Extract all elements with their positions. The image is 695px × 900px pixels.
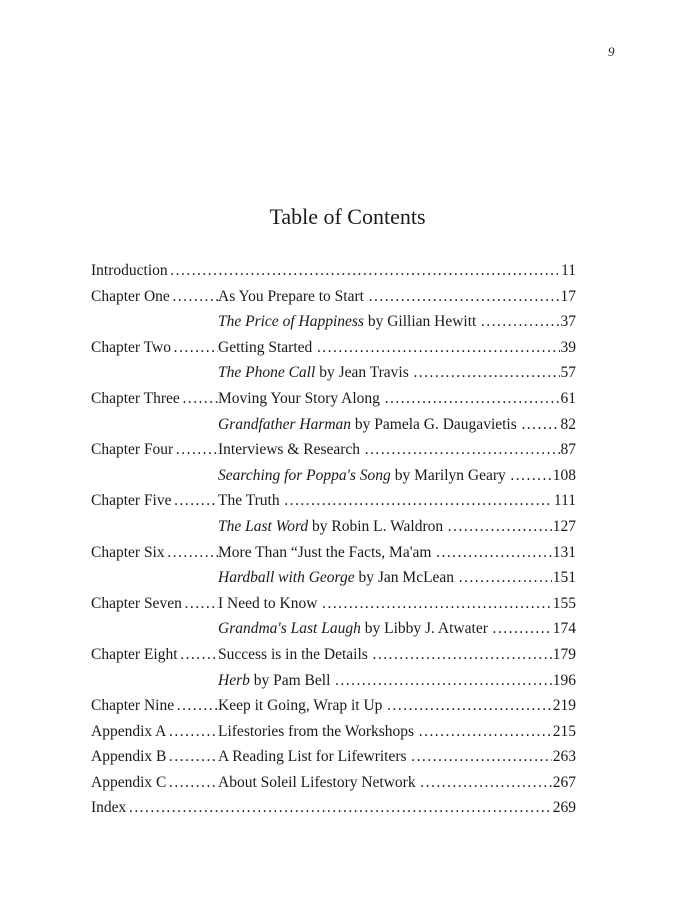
toc-page-number: 131 xyxy=(552,540,576,566)
toc-entry xyxy=(91,360,576,386)
toc-page-number: 57 xyxy=(560,360,577,386)
toc-entry-title xyxy=(218,386,576,412)
toc-page-number: 127 xyxy=(552,514,576,540)
toc-page-number: 17 xyxy=(560,284,577,310)
toc-entry xyxy=(91,284,576,310)
chapter-title: Lifestories from the Workshops xyxy=(218,722,415,740)
toc-page-number: 111 xyxy=(553,488,576,514)
toc-entry-label: Introduction xyxy=(91,262,168,279)
toc-page-number: 219 xyxy=(552,693,576,719)
toc-leader xyxy=(91,693,219,719)
toc-entry-title xyxy=(218,284,576,310)
toc-entry xyxy=(91,437,576,463)
toc-entry-label: Chapter Three xyxy=(91,389,180,407)
chapter-title: As You Prepare to Start xyxy=(218,287,364,305)
toc-entry xyxy=(91,795,576,821)
chapter-title: Keep it Going, Wrap it Up xyxy=(218,697,383,715)
chapter-title: A Reading List for Lifewriters xyxy=(218,748,407,766)
story-title: Searching for Poppa's Song xyxy=(218,466,391,484)
toc-leader xyxy=(91,770,219,796)
toc-leader xyxy=(91,719,219,745)
toc-entry xyxy=(91,258,576,284)
toc-page-number: 11 xyxy=(558,258,576,284)
story-author: by Robin L. Waldron xyxy=(308,517,444,535)
story-title: Herb xyxy=(218,671,250,689)
toc-entry-title xyxy=(218,437,576,463)
toc-entry-title xyxy=(218,616,576,642)
story-title: Grandfather Harman xyxy=(218,415,352,433)
toc-entry-label: Chapter Four xyxy=(91,441,174,459)
toc-entry xyxy=(91,386,576,412)
story-author: by Marilyn Geary xyxy=(390,466,506,484)
toc-entry xyxy=(91,488,576,514)
chapter-title: About Soleil Lifestory Network xyxy=(218,773,416,791)
toc-entry-label: Appendix C xyxy=(91,773,167,791)
toc-entry-label: Chapter Five xyxy=(91,492,172,510)
toc-entry-title xyxy=(218,412,576,438)
toc-entry-title xyxy=(218,565,576,591)
toc-entry xyxy=(91,770,576,796)
toc-page-number: 39 xyxy=(560,335,577,361)
toc-entry-title xyxy=(218,309,576,335)
story-author: by Pam Bell xyxy=(249,671,331,689)
toc-entry xyxy=(91,514,576,540)
toc-entry-label: Appendix A xyxy=(91,722,167,740)
toc-leader xyxy=(91,540,219,566)
chapter-title: The Truth xyxy=(218,492,280,510)
toc-entry-title xyxy=(218,514,576,540)
toc-entry xyxy=(91,642,576,668)
chapter-title: Interviews & Research xyxy=(218,441,361,459)
toc-entry-title xyxy=(218,488,576,514)
toc-entry-label: Chapter Two xyxy=(91,338,171,356)
page-number: 9 xyxy=(608,44,615,59)
story-author: by Libby J. Atwater xyxy=(360,620,488,638)
toc-entry-title xyxy=(218,693,576,719)
toc-entry-title xyxy=(218,668,576,694)
story-title: Grandma's Last Laugh xyxy=(218,620,361,638)
toc-entry xyxy=(91,565,576,591)
toc-page-number: 37 xyxy=(560,309,577,335)
toc-page-number: 61 xyxy=(560,386,577,412)
chapter-title: Getting Started xyxy=(218,338,313,356)
toc-page-number: 155 xyxy=(552,591,576,617)
toc-entry xyxy=(91,463,576,489)
toc-leader xyxy=(91,386,219,412)
toc-entry-title xyxy=(218,335,576,361)
page-title: Table of Contents xyxy=(269,204,426,229)
toc-page-number: 87 xyxy=(560,437,577,463)
toc-leader xyxy=(91,258,576,284)
toc-page-number: 174 xyxy=(552,616,576,642)
toc-entry xyxy=(91,335,576,361)
toc-entry-label: Index xyxy=(91,799,127,817)
toc-entry-label: Chapter Seven xyxy=(91,594,182,612)
toc-page-number: 151 xyxy=(552,565,576,591)
table-of-contents xyxy=(91,258,576,821)
toc-page-number: 179 xyxy=(552,642,576,668)
toc-leader xyxy=(91,795,576,821)
toc-page-number: 108 xyxy=(552,463,576,489)
chapter-title: Moving Your Story Along xyxy=(218,389,380,407)
toc-entry xyxy=(91,591,576,617)
story-author: by Pamela G. Daugavietis xyxy=(351,415,517,433)
toc-leader xyxy=(91,591,219,617)
toc-page-number: 269 xyxy=(550,795,576,821)
toc-page-number: 267 xyxy=(552,770,576,796)
chapter-title: I Need to Know xyxy=(218,594,318,612)
toc-entry-label: Chapter One xyxy=(91,287,170,305)
toc-entry xyxy=(91,616,576,642)
toc-entry xyxy=(91,412,576,438)
toc-entry-title xyxy=(218,770,576,796)
toc-leader xyxy=(91,335,219,361)
toc-entry-title xyxy=(218,463,576,489)
toc-entry-title xyxy=(218,360,576,386)
toc-leader xyxy=(91,488,219,514)
toc-entry xyxy=(91,668,576,694)
story-title: Hardball with George xyxy=(218,569,355,587)
toc-leader xyxy=(91,642,219,668)
toc-entry-label: Chapter Nine xyxy=(91,697,175,715)
toc-entry-title xyxy=(218,642,576,668)
toc-page-number: 263 xyxy=(552,744,576,770)
story-author: by Jan McLean xyxy=(354,569,455,587)
toc-entry-title xyxy=(218,744,576,770)
story-author: by Gillian Hewitt xyxy=(363,313,477,331)
toc-entry-label: Chapter Six xyxy=(91,543,165,561)
toc-leader xyxy=(91,437,219,463)
toc-entry xyxy=(91,540,576,566)
toc-leader xyxy=(91,284,219,310)
toc-page-number: 215 xyxy=(552,719,576,745)
toc-entry-title xyxy=(218,540,576,566)
story-title: The Phone Call xyxy=(218,364,316,382)
toc-entry-label: Chapter Eight xyxy=(91,645,178,663)
toc-page-number: 196 xyxy=(552,668,576,694)
toc-entry xyxy=(91,744,576,770)
story-title: The Last Word xyxy=(218,517,309,535)
toc-entry-title xyxy=(218,719,576,745)
toc-entry-title xyxy=(218,591,576,617)
toc-entry xyxy=(91,693,576,719)
toc-entry-label: Appendix B xyxy=(91,748,167,766)
toc-leader xyxy=(91,744,219,770)
story-author: by Jean Travis xyxy=(315,364,409,382)
chapter-title: More Than “Just the Facts, Ma'am xyxy=(218,543,432,561)
toc-entry xyxy=(91,309,576,335)
story-title: The Price of Happiness xyxy=(218,313,364,331)
toc-entry xyxy=(91,719,576,745)
chapter-title: Success is in the Details xyxy=(218,645,368,663)
toc-page-number: 82 xyxy=(560,412,577,438)
